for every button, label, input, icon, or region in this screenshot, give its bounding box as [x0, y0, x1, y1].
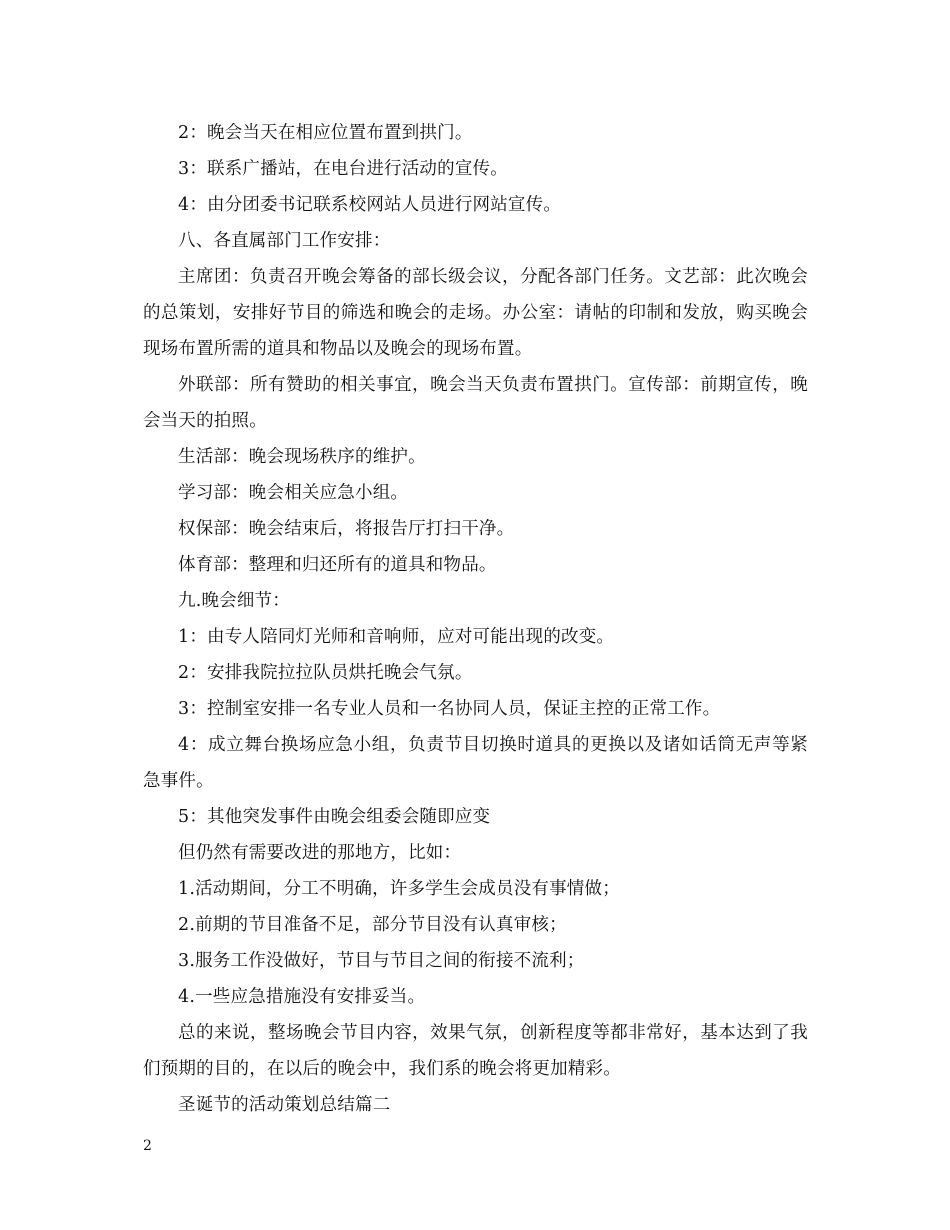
paragraph: 总的来说，整场晚会节目内容，效果气氛，创新程度等都非常好，基本达到了我们预期的目的，在以后的晚会中，我们系的晚会将更加精彩。 [143, 1023, 808, 1079]
paragraph: 2：晚会当天在相应位置布置到拱门。 [178, 123, 473, 143]
paragraph: 生活部：晚会现场秩序的维护。 [178, 447, 426, 467]
paragraph: 4.一些应急措施没有安排妥当。 [178, 987, 426, 1007]
paragraph: 3：控制室安排一名专业人员和一名协同人员，保证主控的正常工作。 [178, 699, 721, 719]
paragraph: 3.服务工作没做好，节目与节目之间的衔接不流利； [178, 951, 585, 971]
paragraph: 3：联系广播站，在电台进行活动的宣传。 [178, 159, 508, 179]
paragraph: 2.前期的节目准备不足，部分节目没有认真审核； [178, 915, 567, 935]
paragraph: 1.活动期间，分工不明确，许多学生会成员没有事情做； [178, 879, 620, 899]
paragraph: 但仍然有需要改进的那地方，比如： [178, 843, 462, 863]
paragraph: 4：由分团委书记联系校网站人员进行网站宣传。 [178, 195, 562, 215]
paragraph: 外联部：所有赞助的相关事宜，晚会当天负责布置拱门。宣传部：前期宣传，晚会当天的拍照。 [143, 375, 808, 431]
paragraph: 权保部：晚会结束后，将报告厅打扫干净。 [178, 519, 515, 539]
section-heading: 八、各直属部门工作安排： [178, 231, 391, 251]
paragraph: 1：由专人陪同灯光师和音响师，应对可能出现的改变。 [178, 627, 615, 647]
section-title: 圣诞节的活动策划总结篇二 [178, 1095, 391, 1115]
paragraph: 主席团：负责召开晚会筹备的部长级会议，分配各部门任务。文艺部：此次晚会的总策划，安排好节目的筛选和晚会的走场。办公室：请帖的印制和发放，购买晚会现场布置所需的道具和物品以及晚会的现场布置。 [143, 267, 808, 359]
page-number: 2 [143, 1138, 152, 1154]
paragraph: 5：其他突发事件由晚会组委会随即应变 [178, 807, 491, 827]
paragraph: 体育部：整理和归还所有的道具和物品。 [178, 555, 497, 575]
document-body [143, 115, 808, 1123]
paragraph: 学习部：晚会相关应急小组。 [178, 483, 409, 503]
section-heading: 九.晚会细节： [178, 591, 290, 611]
paragraph: 4：成立舞台换场应急小组，负责节目切换时道具的更换以及诸如话筒无声等紧急事件。 [143, 735, 808, 791]
paragraph: 2：安排我院拉拉队员烘托晚会气氛。 [178, 663, 473, 683]
